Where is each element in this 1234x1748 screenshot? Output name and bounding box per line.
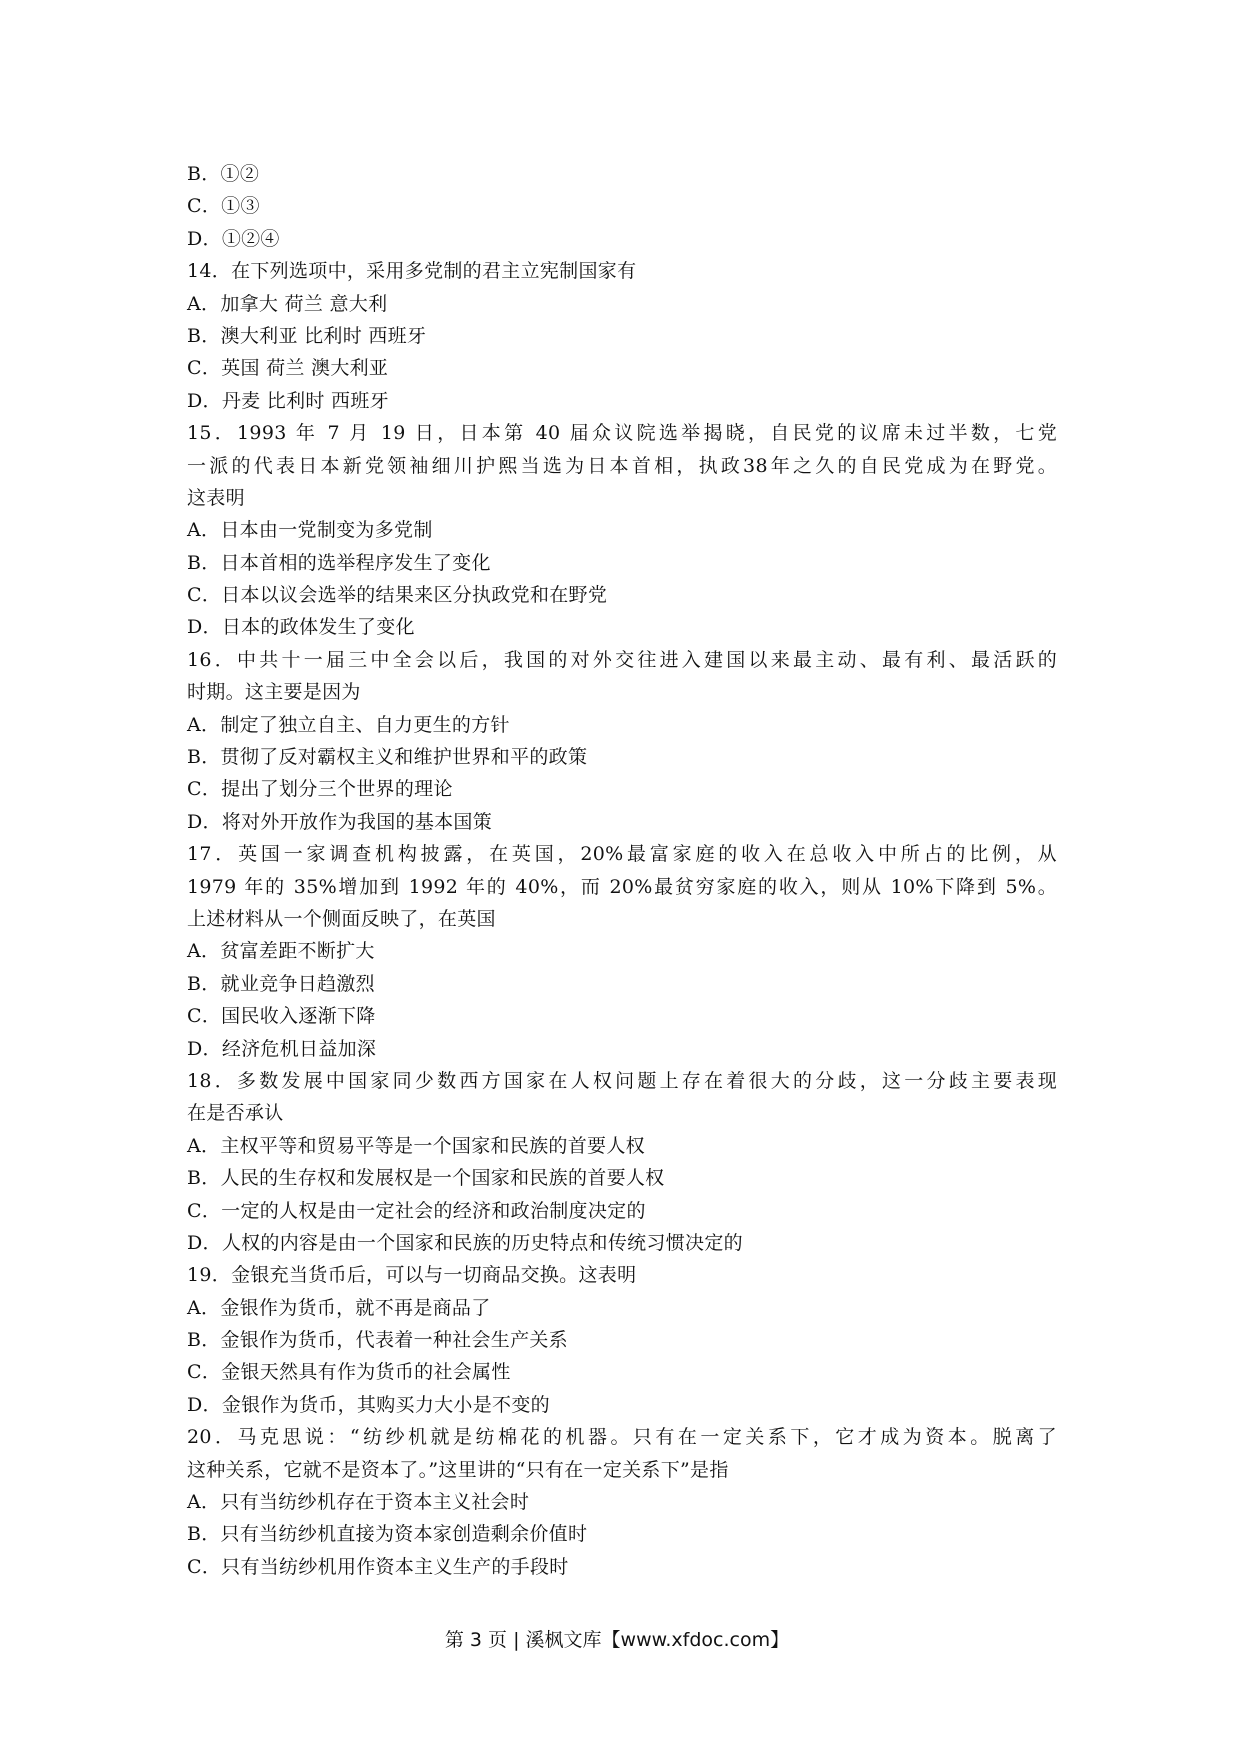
answer-option: A．贫富差距不断扩大 xyxy=(187,940,375,963)
question-stem: 19．金银充当货币后，可以与一切商品交换。这表明 xyxy=(187,1264,637,1287)
text-line: D．①②④ xyxy=(187,227,280,250)
answer-option: A．日本由一党制变为多党制 xyxy=(187,519,433,542)
text-line: C．①③ xyxy=(187,195,260,218)
answer-option: B．金银作为货币，代表着一种社会生产关系 xyxy=(187,1329,568,1352)
answer-option: B．只有当纺纱机直接为资本家创造剩余价值时 xyxy=(187,1523,588,1546)
question-stem: 17．英国一家调查机构披露，在英国，20%最富家庭的收入在总收入中所占的比例，从 xyxy=(187,843,1057,866)
answer-option: D．人权的内容是由一个国家和民族的历史特点和传统习惯决定的 xyxy=(187,1231,743,1254)
answer-option: B．澳大利亚 比利时 西班牙 xyxy=(187,324,427,347)
question-stem: 一派的代表日本新党领袖细川护熙当选为日本首相，执政38年之久的自民党成为在野党。 xyxy=(187,454,1057,477)
document-body xyxy=(187,158,1057,1583)
question-stem: 15．1993 年 7 月 19 日，日本第 40 届众议院选举揭晓，自民党的议席未过半数，七党 xyxy=(187,422,1057,445)
answer-option: C．提出了划分三个世界的理论 xyxy=(187,778,453,801)
text-line: B．①② xyxy=(187,163,260,185)
answer-option: C．日本以议会选举的结果来区分执政党和在野党 xyxy=(187,584,608,607)
answer-option: B．人民的生存权和发展权是一个国家和民族的首要人权 xyxy=(187,1167,665,1190)
answer-option: B．就业竞争日趋激烈 xyxy=(187,972,375,995)
answer-option: D．金银作为货币，其购买力大小是不变的 xyxy=(187,1393,550,1416)
question-stem: 这种关系，它就不是资本了。”这里讲的“只有在一定关系下”是指 xyxy=(187,1458,729,1481)
answer-option: D．经济危机日益加深 xyxy=(187,1037,377,1060)
answer-option: B．贯彻了反对霸权主义和维护世界和平的政策 xyxy=(187,746,588,769)
answer-option: A．只有当纺纱机存在于资本主义社会时 xyxy=(187,1491,530,1514)
question-stem: 上述材料从一个侧面反映了，在英国 xyxy=(187,907,496,930)
answer-option: C．金银天然具有作为货币的社会属性 xyxy=(187,1361,511,1384)
answer-option: D．将对外开放作为我国的基本国策 xyxy=(187,810,493,833)
answer-option: C．只有当纺纱机用作资本主义生产的手段时 xyxy=(187,1555,569,1578)
page-footer: 第 3 页 | 溪枫文库【www.xfdoc.com】 xyxy=(444,1629,790,1651)
question-stem: 14．在下列选项中，采用多党制的君主立宪制国家有 xyxy=(187,260,637,283)
answer-option: A．加拿大 荷兰 意大利 xyxy=(187,292,388,315)
answer-option: A．金银作为货币，就不再是商品了 xyxy=(187,1296,491,1319)
answer-option: D．日本的政体发生了变化 xyxy=(187,616,415,639)
answer-option: A．制定了独立自主、自力更生的方针 xyxy=(187,713,510,736)
answer-option: B．日本首相的选举程序发生了变化 xyxy=(187,551,491,574)
answer-option: C．一定的人权是由一定社会的经济和政治制度决定的 xyxy=(187,1199,646,1222)
question-stem: 20．马克思说：“纺纱机就是纺棉花的机器。只有在一定关系下，它才成为资本。脱离了 xyxy=(187,1426,1057,1449)
question-stem: 在是否承认 xyxy=(187,1102,284,1125)
answer-option: A．主权平等和贸易平等是一个国家和民族的首要人权 xyxy=(187,1134,645,1157)
question-stem: 1979 年的 35%增加到 1992 年的 40%，而 20%最贫穷家庭的收入，则从 10%下降到 5%。 xyxy=(187,875,1057,898)
answer-option: D．丹麦 比利时 西班牙 xyxy=(187,389,389,412)
question-stem: 时期。这主要是因为 xyxy=(187,681,361,704)
question-stem: 16．中共十一届三中全会以后，我国的对外交往进入建国以来最主动、最有利、最活跃的 xyxy=(187,648,1057,671)
question-stem: 18．多数发展中国家同少数西方国家在人权问题上存在着很大的分歧，这一分歧主要表现 xyxy=(187,1069,1057,1092)
question-stem: 这表明 xyxy=(187,486,245,509)
answer-option: C．国民收入逐渐下降 xyxy=(187,1005,376,1028)
answer-option: C．英国 荷兰 澳大利亚 xyxy=(187,357,389,380)
